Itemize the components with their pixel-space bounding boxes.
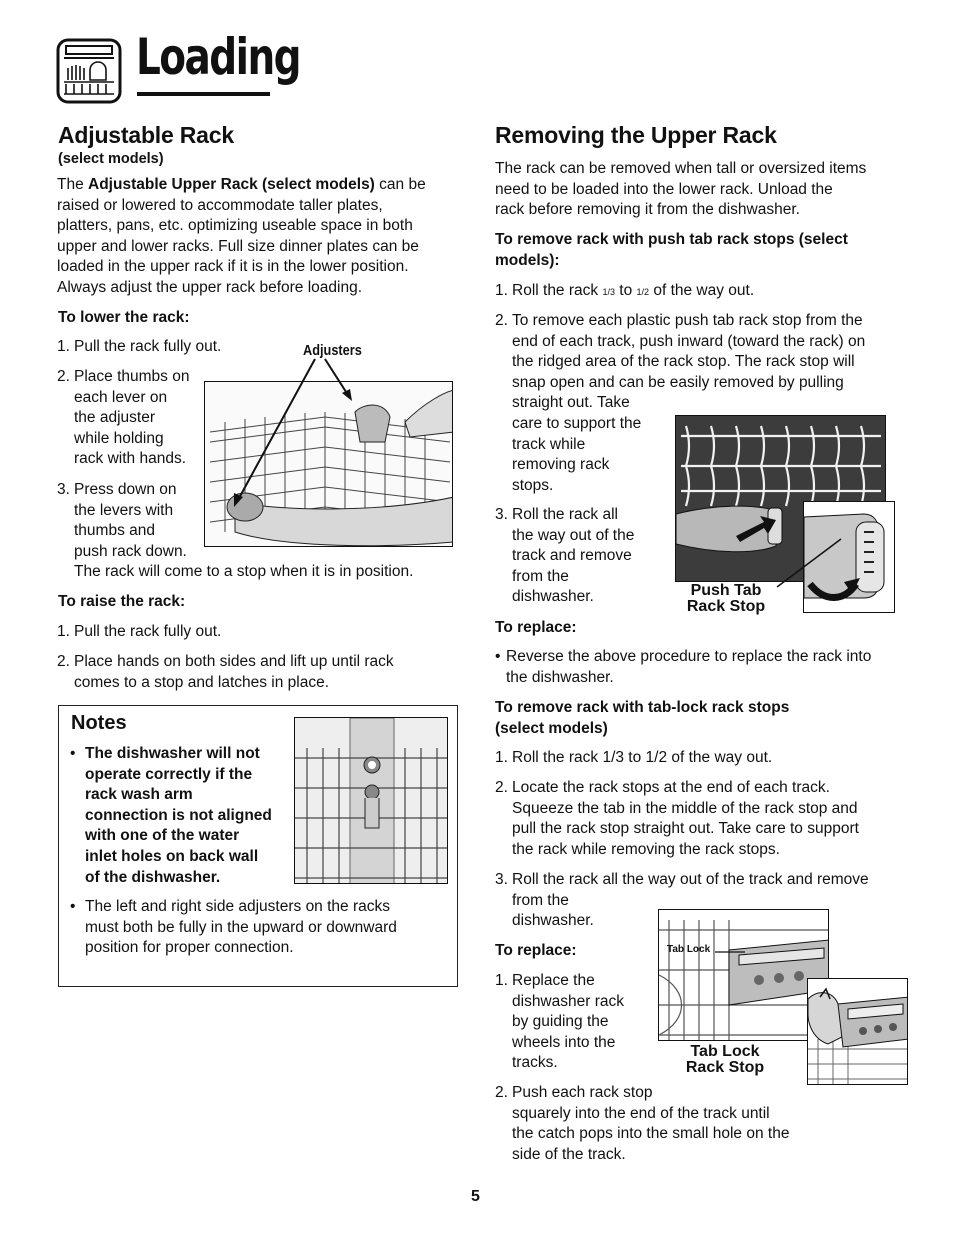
step-text: straight out. Take [512,394,630,412]
adjustable-intro-paragraph [57,175,467,299]
step-text-post: of the way out. [649,282,755,299]
fraction-one-half: 1/2 [636,287,650,297]
step-text: Press down on [74,481,177,498]
note-line: must both be fully in the upward or downward [85,918,397,936]
wash-arm-figure [294,717,448,884]
step-number: 1. [495,749,508,766]
tablock-step-2 [495,778,859,860]
step-text: Roll the rack all [512,506,618,523]
step-text: each lever on [74,388,168,406]
step-text: Roll the rack all the way out of the track and remove [512,871,869,888]
step-text: rack with hands. [74,450,186,468]
intro-pre: The [57,176,89,193]
push-tab-heading [495,230,848,271]
step-text: the ridged area of the rack stop. The rack stop will [512,353,855,371]
heading-line: To remove rack with push tab rack stops (select [495,231,848,248]
push-step-1 [495,281,754,303]
step-text: thumbs and [74,522,155,540]
tab-lock-inset-figure [807,978,908,1085]
intro-line: rack before removing it from the dishwasher. [495,201,800,219]
step-text-mid: to [614,282,637,299]
intro-line: need to be loaded into the lower rack. Unload the [495,180,833,198]
intro-line: platters, pans, etc. optimizing useable space in both [57,217,413,235]
step-text: track while [512,435,586,453]
intro-line: upper and lower racks. Full size dinner plates can be [57,237,419,255]
step-text: the levers with [74,501,174,519]
step-number: 3. [57,481,70,498]
step-text: Squeeze the tab in the middle of the rack stop and [512,799,858,817]
step-text: from the [512,567,569,585]
adjustable-rack-heading: Adjustable Rack [58,122,234,148]
tab-lock-small-label: Tab Lock [667,944,711,955]
step-text: dishwasher. [512,588,594,606]
step-text: Locate the rack stops at the end of each track. [512,779,830,796]
page-number: 5 [471,1188,480,1205]
step-text: dishwasher. [512,912,594,930]
removing-intro-paragraph [495,159,866,221]
intro-tail: can be [374,176,426,193]
note-line: of the dishwasher. [85,868,221,886]
replace-bullet [495,647,871,688]
step-text: pull the rack stop straight out. Take care to support [512,820,859,838]
note-line: connection is not aligned [85,806,272,824]
page-title: Loading [136,28,301,86]
bullet-line: Reverse the above procedure to replace the rack into [506,648,872,665]
step-number: 1. [495,282,508,299]
step-text: side of the track. [512,1145,626,1163]
notes-bullet-1 [70,744,272,888]
bullet-dot: • [70,745,76,762]
step-text [495,281,754,303]
step-text-pre: Roll the rack [512,282,603,299]
heading-line: models): [495,251,560,269]
step-text: end of each track, push inward (toward the rack) on [512,332,866,350]
tablock-step-1 [495,748,772,769]
dishwasher-icon [56,38,122,104]
step-text: from the [512,891,569,909]
notes-title: Notes [71,712,127,734]
step-text: Replace the [512,972,595,989]
caption-line: Push Tab [690,582,762,599]
step-text: track and remove [512,547,632,565]
step-text: removing rack [512,456,610,474]
step-text: Push each rack stop [512,1084,653,1101]
step-number: 1. [57,338,70,355]
replace2-step-2 [495,1083,789,1165]
step-number: 2. [495,312,508,329]
step-text: Place hands on both sides and lift up until rack [74,653,394,670]
step-number: 1. [57,623,70,640]
heading-line: To remove rack with tab-lock rack stops [495,699,790,716]
note-line: operate correctly if the [85,765,253,783]
step-text: The rack will come to a stop when it is in position. [74,563,414,581]
caption-line: Rack Stop [686,598,766,615]
step-number: 2. [57,653,70,670]
tab-lock-figure [658,909,829,1041]
to-replace-heading-2: To replace: [495,942,577,959]
step-text: Pull the rack fully out. [74,623,222,640]
note-line: position for proper connection. [85,939,294,957]
bullet-dot: • [495,648,501,665]
step-text: wheels into the [512,1033,616,1051]
step-text: the adjuster [74,409,155,427]
step-text: dishwasher rack [512,992,624,1010]
push-tab-callout-line [775,535,845,590]
replace2-step-1 [495,971,624,1074]
lower-step-1 [57,337,221,358]
raise-step-1 [57,622,221,643]
bullet-dot: • [70,898,76,915]
step-text: tracks. [512,1054,558,1072]
caption-line: Tab Lock [690,1043,760,1060]
lower-step-2 [57,367,189,470]
note-line: The dishwasher will not [85,745,260,762]
removing-upper-rack-heading: Removing the Upper Rack [495,122,777,148]
bullet-line: the dishwasher. [506,668,614,686]
note-line: The left and right side adjusters on the racks [85,898,390,915]
step-number: 3. [495,506,508,523]
push-tab-caption [676,583,776,615]
intro-line: Always adjust the upper rack before loading. [57,278,363,296]
tab-lock-heading [495,698,789,739]
step-number: 1. [495,972,508,989]
note-line: rack wash arm [85,786,193,804]
step-text: comes to a stop and latches in place. [74,673,330,691]
step-text: while holding [74,429,164,447]
notes-bullet-2 [70,897,397,959]
step-text: Pull the rack fully out. [74,338,222,355]
note-line: inlet holes on back wall [85,847,259,865]
step-text: Place thumbs on [74,368,190,385]
step-text: snap open and can be easily removed by pulling [512,373,844,391]
caption-line: Rack Stop [685,1059,765,1076]
intro-line: The rack can be removed when tall or oversized items [495,160,867,177]
step-text: the catch pops into the small hole on the [512,1125,790,1143]
adjusters-arrows [230,355,360,510]
step-number: 3. [495,871,508,888]
intro-line: raised or lowered to accommodate taller plates, [57,196,383,214]
step-text: push rack down. [74,542,187,560]
to-replace-heading: To replace: [495,619,577,636]
step-number: 2. [57,368,70,385]
step-text: To remove each plastic push tab rack stop from the [512,312,863,329]
intro-bold: Adjustable Upper Rack (select models) [88,176,375,193]
intro-line: loaded in the upper rack if it is in the lower position. [57,258,409,276]
step-number: 2. [495,1084,508,1101]
step-text: squarely into the end of the track until [512,1104,770,1122]
step-text: the way out of the [512,526,635,544]
step-number: 2. [495,779,508,796]
step-text: the rack while removing the rack stops. [512,840,780,858]
step-text: Roll the rack 1/3 to 1/2 of the way out. [512,749,773,766]
step-text: by guiding the [512,1013,609,1031]
step-text: care to support the [512,414,642,432]
fraction-one-third: 1/3 [602,287,615,297]
note-line: with one of the water [85,827,240,845]
adjusters-label: Adjusters [303,342,362,359]
select-models-subheading: (select models) [58,151,164,167]
tab-lock-caption [675,1044,775,1076]
step-text: stops. [512,476,554,494]
lower-rack-heading: To lower the rack: [58,309,190,326]
title-underline [137,92,270,96]
heading-line: (select models) [495,719,608,737]
raise-step-2 [57,652,394,693]
raise-rack-heading: To raise the rack: [58,593,186,610]
push-step-3 [495,505,634,608]
